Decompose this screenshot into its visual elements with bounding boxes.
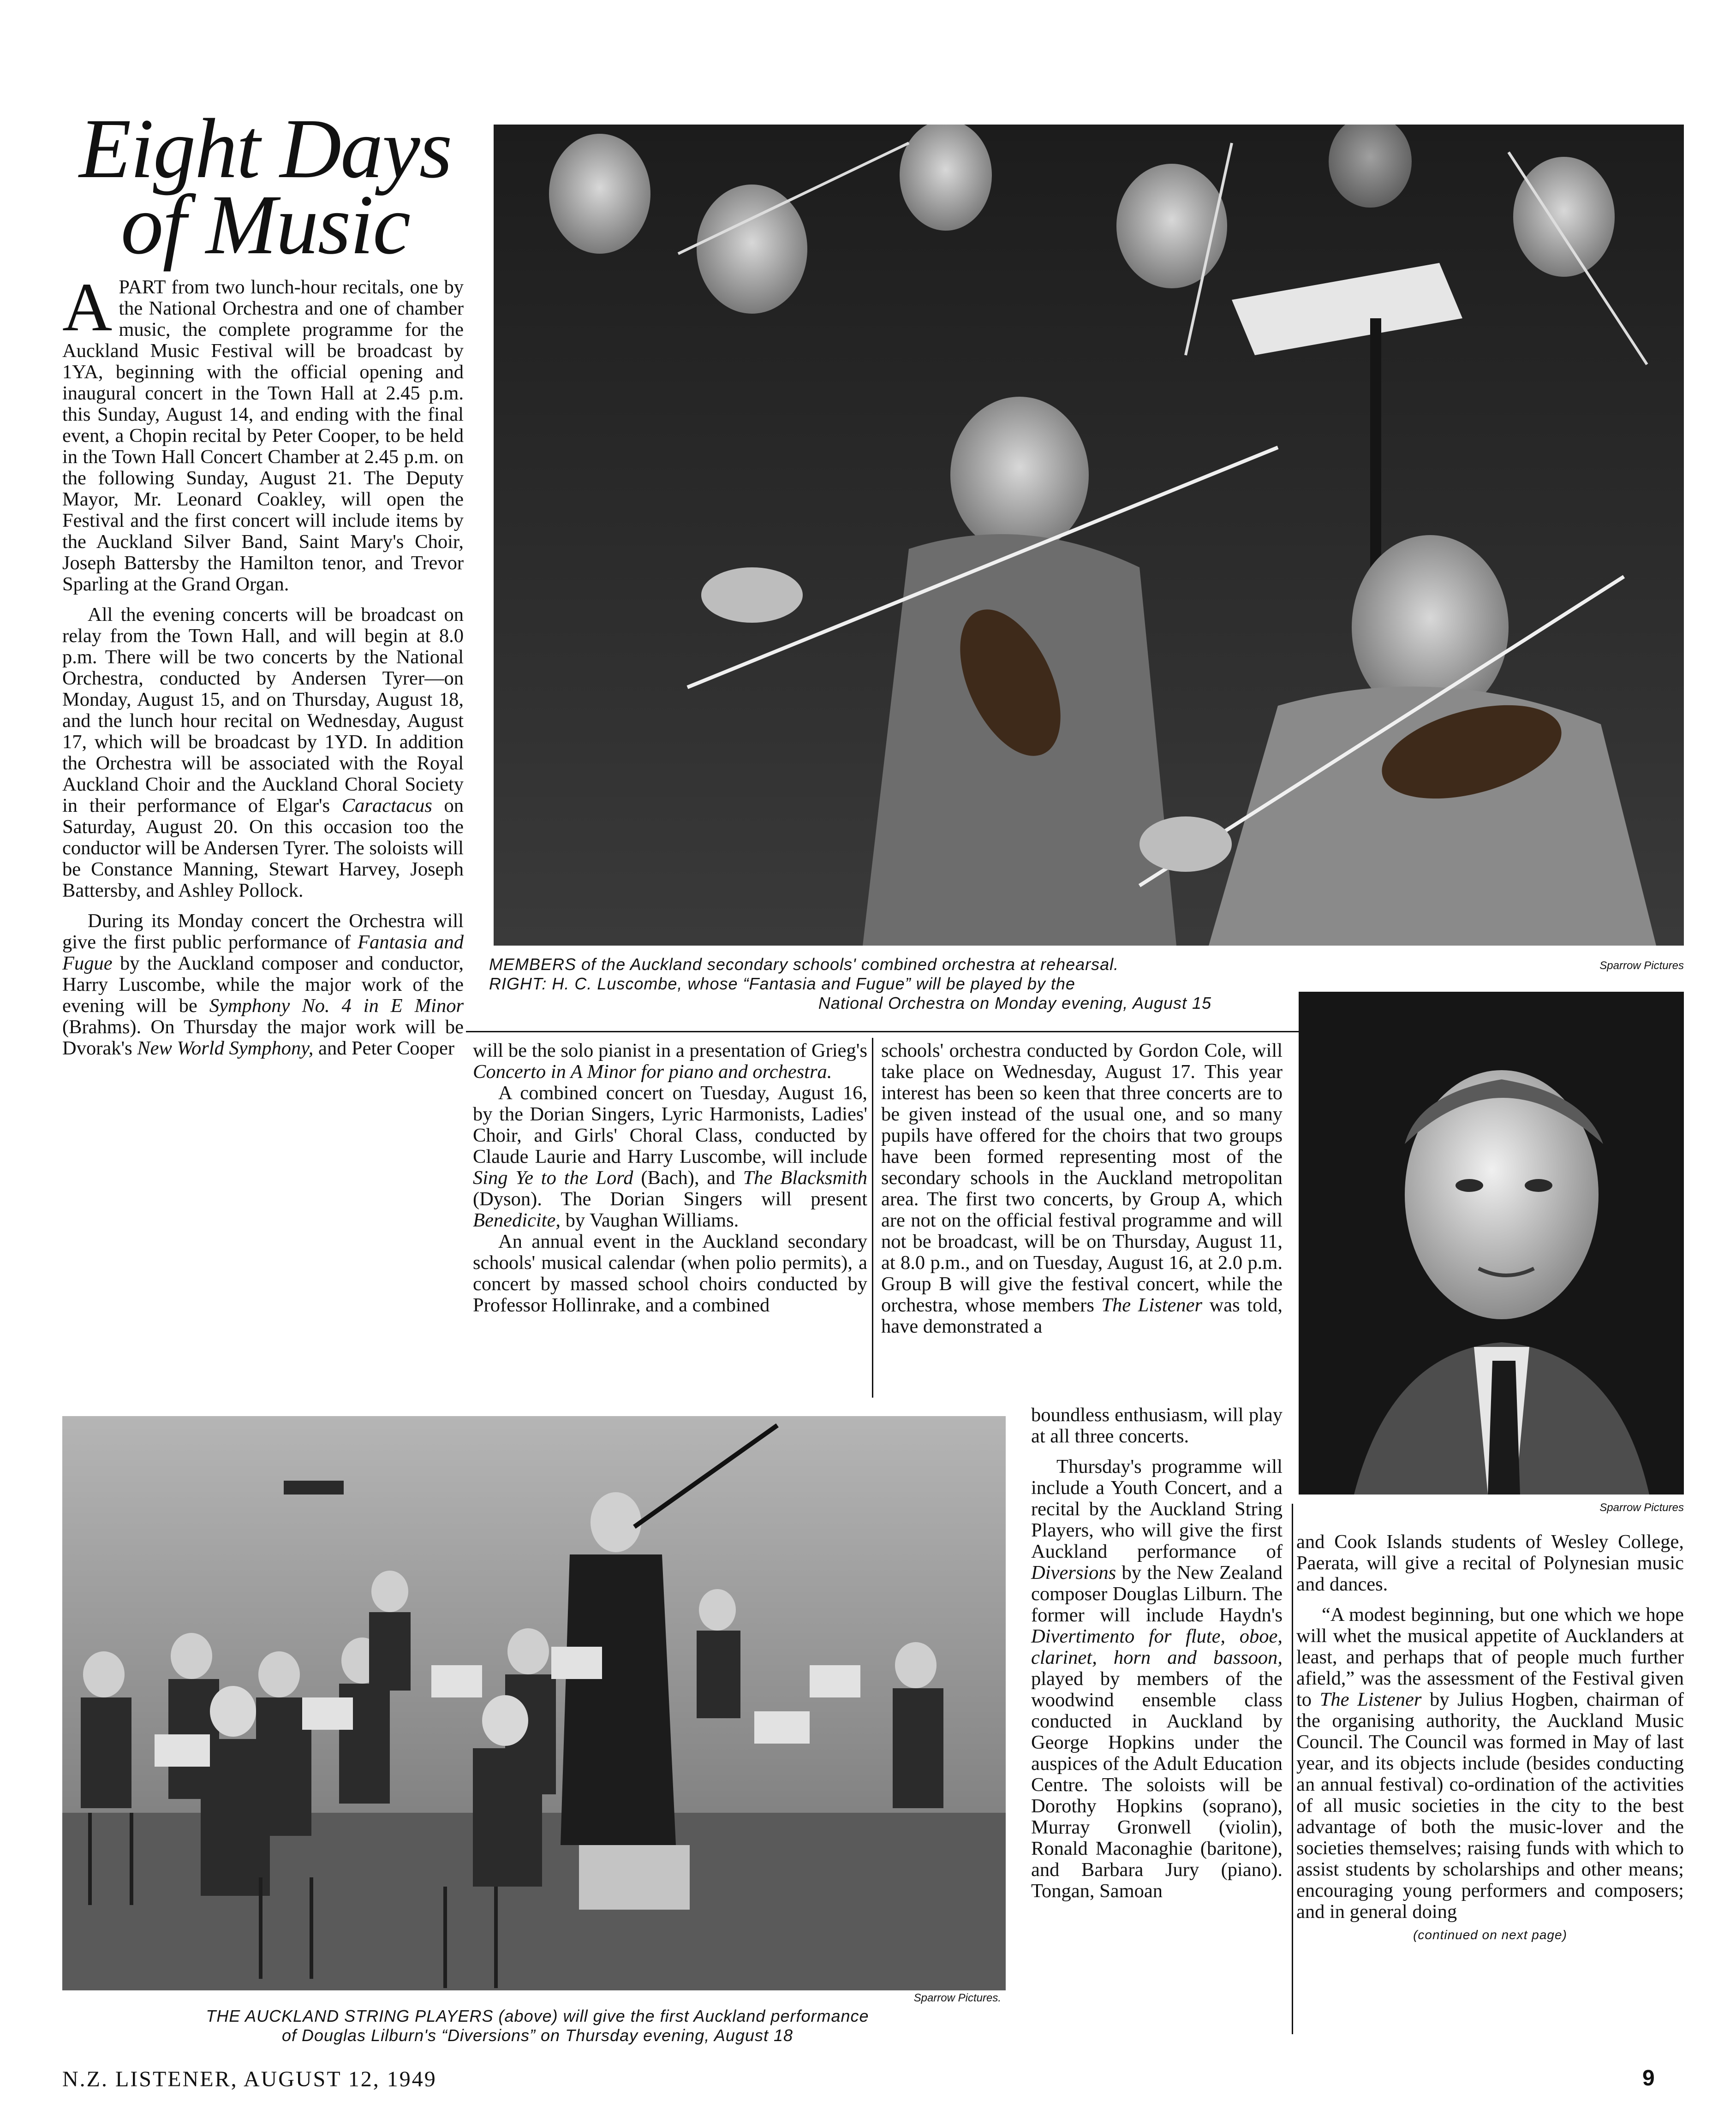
caption-line: RIGHT: H. C. Luscombe, whose “Fantasia and Fugue” will be played by the xyxy=(489,974,1075,993)
work-title: The Blacksmith xyxy=(743,1167,868,1189)
text-run: will be the solo pianist in a presentation of Grieg's xyxy=(473,1040,867,1061)
work-title: Symphony No. 4 in E Minor xyxy=(209,995,464,1017)
thursday-paragraph xyxy=(1031,1456,1283,1902)
text-run: by the Auckland composer and conductor, Harry Luscombe, while the major work of the evening will be xyxy=(62,953,464,1017)
text-run: All the evening concerts will be broadcast on relay from the Town Hall, and will begin at 8.0 p.m. There will be two concerts by the National Orchestra, conducted by Andersen Tyrer—on Monday, August 15, and on Thursday, August 18, and the lunch hour recital on Wednesday, August 17, which will be broadcast by 1YD. In addition the Orchestra will be associated with the Royal Auckland Choir and the Auckland Choral Society in their performance of Elgar's xyxy=(62,604,464,816)
work-title: Sing Ye to the Lord xyxy=(473,1167,633,1189)
text-run: During its Monday concert the Orchestra will give the first public performance of xyxy=(62,910,464,953)
continued-note: (continued on next page) xyxy=(1413,1928,1567,1942)
enthusiasm-paragraph: boundless enthusiasm, will play at all three concerts. xyxy=(1031,1404,1283,1447)
bottom-photo-caption xyxy=(69,2007,1006,2045)
column-divider xyxy=(1292,1504,1293,2034)
page-number: 9 xyxy=(1642,2066,1656,2090)
portrait-illustration xyxy=(1299,992,1684,1495)
bottom-photo-credit: Sparrow Pictures. xyxy=(913,1992,1001,2004)
text-run: (Dyson). The Dorian Singers will present xyxy=(473,1188,867,1210)
text-run: was told, have demonstrated a xyxy=(881,1294,1283,1337)
concerts-paragraph xyxy=(62,604,464,901)
top-photo-credit: Sparrow Pictures xyxy=(1599,959,1684,972)
work-title: Diversions xyxy=(1031,1562,1116,1584)
text-run: “A modest beginning, but one which we hope will whet the musical appetite of Aucklanders at least, and perhaps that of people much further afield,” was the assessment of the Festival given to xyxy=(1296,1604,1684,1710)
orchestra-rehearsal-photo xyxy=(494,125,1684,946)
work-title: Fantasia and Fugue xyxy=(62,931,464,974)
column-divider xyxy=(872,1038,873,1398)
luscombe-portrait-photo xyxy=(1299,992,1684,1495)
column-3 xyxy=(881,1040,1283,1337)
caption-line: MEMBERS of the Auckland secondary schools' combined orchestra at rehearsal. xyxy=(489,955,1119,974)
text-run: on Saturday, August 20. On this occasion too the conductor will be Andersen Tyrer. The soloists will be Constance Manning, Stewart Harvey, Joseph Battersby, and Ashley Pollock. xyxy=(62,795,464,901)
drop-cap: A xyxy=(62,269,113,345)
work-title: Caractacus xyxy=(341,795,432,816)
text-run: (Brahms). On Thursday the major work will be Dvorak's xyxy=(62,1016,464,1059)
publication-name: The Listener xyxy=(1101,1294,1203,1316)
text-run: (Bach), and xyxy=(633,1167,743,1189)
text-run: A combined concert on Tuesday, August 16, by the Dorian Singers, Lyric Harmonists, Ladies' Choir, and Girls' Choral Class, conducted by Claude Laurie and Harry Luscombe, will include xyxy=(473,1082,867,1167)
title-line-1: Eight Days xyxy=(79,101,452,196)
intro-paragraph xyxy=(62,269,464,595)
column-1 xyxy=(62,269,464,1059)
text-run: by Vaughan Williams. xyxy=(560,1209,739,1231)
article-title xyxy=(62,101,468,272)
masthead-footer: N.Z. LISTENER, AUGUST 12, 1949 xyxy=(62,2067,437,2091)
text-run: Thursday's programme will include a Youth Concert, and a recital by the Auckland String Players, who will give the first Auckland performance of xyxy=(1031,1456,1283,1562)
annual-event-paragraph: An annual event in the Auckland secondary schools' musical calendar (when polio permits), a concert by massed school choirs conducted by Professor Hollinrake, and a combined xyxy=(473,1231,867,1316)
publication-name: The Listener xyxy=(1319,1689,1422,1710)
schools-paragraph xyxy=(881,1040,1283,1337)
string-players-illustration xyxy=(62,1416,1006,1990)
intro-text: PART from two lunch-hour recitals, one by the National Orchestra and one of chamber music, the complete programme for the Auckland Music Festival will be broadcast by 1YA, beginning with the official opening and inaugural concert in the Town Hall at 2.45 p.m. this Sunday, August 14, and ending with the final event, a Chopin recital by Peter Cooper, to be held in the Town Hall Concert Chamber at 2.45 p.m. on the following Sunday, August 21. The Deputy Mayor, Mr. Leonard Coakley, will open the Festival and the first concert will include items by the Auckland Silver Band, Saint Mary's Choir, Joseph Battersby the Hamilton tenor, and Trevor Sparling at the Grand Organ. xyxy=(62,276,464,595)
portrait-credit: Sparrow Pictures xyxy=(1599,1501,1684,1514)
hogben-paragraph xyxy=(1296,1604,1684,1923)
string-players-photo xyxy=(62,1416,1006,1990)
title-line-2: of Music xyxy=(120,178,410,272)
work-title: New World Symphony, xyxy=(137,1037,314,1059)
text-run: by Julius Hogben, chairman of the organising authority, the Auckland Music Council. The Council was formed in May of last year, and its objects include (besides conducting an annual festival) co-ordination of the activities of all music societies in the city to the best advantage of both the music-lover and the societies themselves; raising funds with which to assist students by scholarships and other means; encouraging young performers and composers; and in general doing xyxy=(1296,1689,1684,1923)
column-divider-horizontal xyxy=(466,1031,1299,1032)
polynesian-paragraph: and Cook Islands students of Wesley College, Paerata, will give a recital of Polynesian music and dances. xyxy=(1296,1531,1684,1595)
work-title: Divertimento for flute, oboe, clarinet, horn and bassoon, xyxy=(1031,1626,1283,1668)
caption-line: THE AUCKLAND STRING PLAYERS (above) will give the first Auckland performance xyxy=(206,2007,869,2025)
caption-line: National Orchestra on Monday evening, August 15 xyxy=(818,994,1212,1012)
column-2 xyxy=(473,1040,867,1316)
column-4 xyxy=(1296,1531,1684,1945)
column-3-lower xyxy=(1031,1405,1283,1902)
rehearsal-illustration xyxy=(494,125,1684,946)
concerto-paragraph xyxy=(473,1040,867,1083)
text-run: by the New Zealand composer Douglas Lilburn. The former will include Haydn's xyxy=(1031,1562,1283,1626)
caption-line: of Douglas Lilburn's “Diversions” on Thursday evening, August 18 xyxy=(281,2026,793,2045)
work-title: Concerto in A Minor for piano and orchestra. xyxy=(473,1061,832,1083)
work-title: Benedicite, xyxy=(473,1209,561,1231)
tuesday-paragraph xyxy=(473,1083,867,1231)
text-run: played by members of the woodwind ensemble class conducted in Auckland by George Hopkins under the auspices of the Adult Education Centre. The soloists will be Dorothy Hopkins (soprano), Murray Gronwell (violin), Ronald Maconaghie (baritone), and Barbara Jury (piano). Tongan, Samoan xyxy=(1031,1668,1283,1902)
text-run: schools' orchestra conducted by Gordon Cole, will take place on Wednesday, August 17. This year interest has been so keen that three concerts are to be given instead of the usual one, and so many pupils have offered for the choirs that two groups have been formed representing most of the secondary schools in the Auckland metropolitan area. The first two concerts, by Group A, which are not on the official festival programme and will not be broadcast, will be on Thursday, August 11, at 8.0 p.m., and on Tuesday, August 16, at 2.0 p.m. Group B will give the festival concert, while the orchestra, whose members xyxy=(881,1040,1283,1316)
text-run: and Peter Cooper xyxy=(313,1037,455,1059)
monday-paragraph xyxy=(62,911,464,1059)
